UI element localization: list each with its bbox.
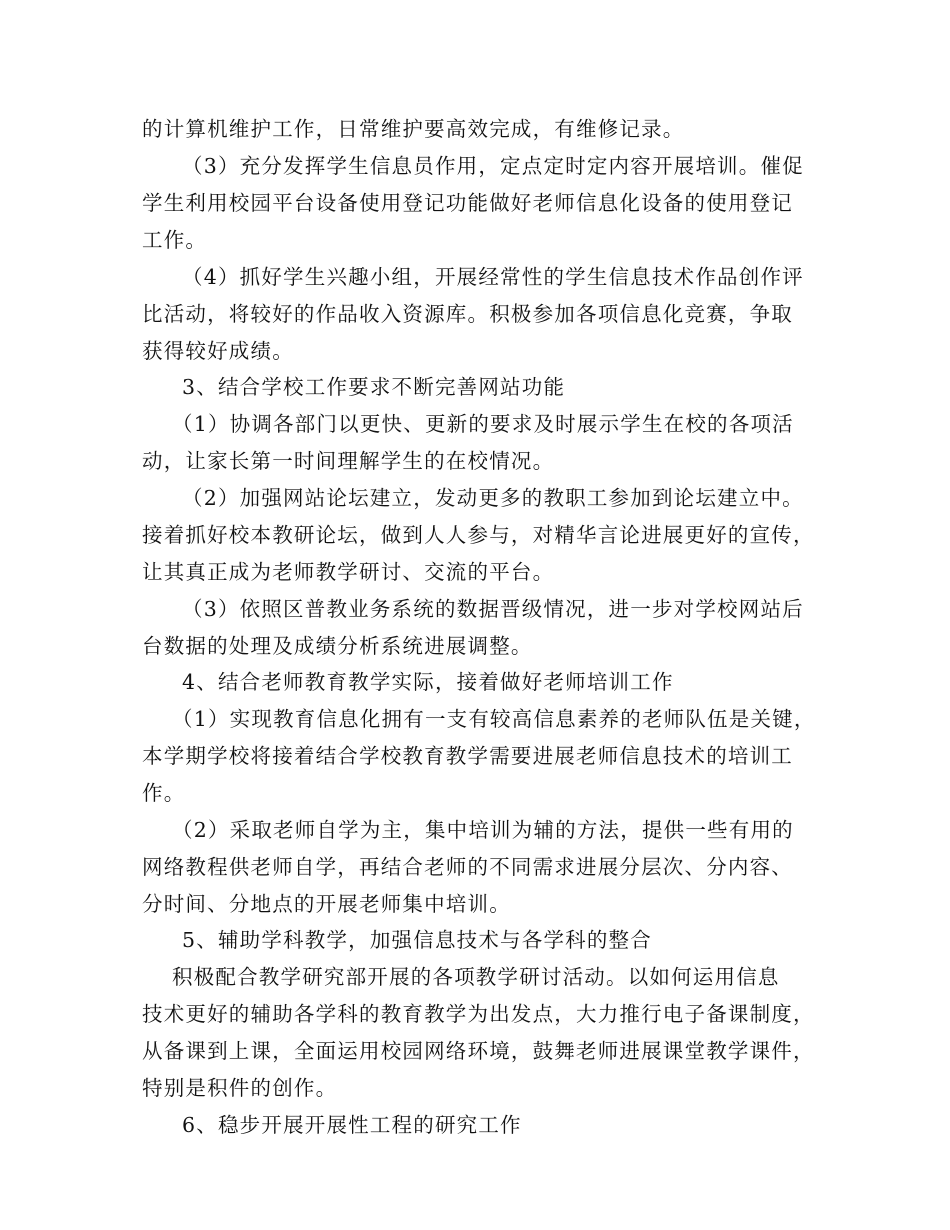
section-heading: 5、辅助学科教学，加强信息技术与各学科的整合 [182, 928, 652, 952]
section-heading: 6、稳步开展开展性工程的研究工作 [182, 1113, 522, 1137]
paragraph-line: （2）采取老师自学为主，集中培训为辅的方法，提供一些有用的 [172, 818, 794, 842]
paragraph-line: （1）实现教育信息化拥有一支有较高信息素养的老师队伍是关键， [172, 707, 816, 731]
paragraph-line: 接着抓好校本教研论坛，做到人人参与，对精华言论进展更好的宣传， [142, 523, 815, 547]
paragraph-line: （4）抓好学生兴趣小组，开展经常性的学生信息技术作品创作评 [182, 265, 804, 289]
paragraph-line: 获得较好成绩。 [142, 339, 294, 363]
paragraph-line: 特别是积件的创作。 [142, 1076, 338, 1100]
paragraph-line: 技术更好的辅助各学科的教育教学为出发点，大力推行电子备课制度， [142, 1002, 815, 1026]
paragraph-line: 分时间、分地点的开展老师集中培训。 [142, 892, 511, 916]
paragraph-line: 作。 [142, 781, 186, 805]
paragraph-line: 从备课到上课，全面运用校园网络环境，鼓舞老师进展课堂教学课件， [142, 1039, 815, 1063]
paragraph-line: 动，让家长第一时间理解学生的在校情况。 [142, 449, 555, 473]
paragraph-line: 让其真正成为老师教学研讨、交流的平台。 [142, 560, 555, 584]
paragraph-line: 积极配合教学研究部开展的各项教学研讨活动。以如何运用信息 [172, 965, 780, 989]
section-heading: 4、结合老师教育教学实际，接着做好老师培训工作 [182, 670, 674, 694]
paragraph-line: 学生利用校园平台设备使用登记功能做好老师信息化设备的使用登记 [142, 191, 793, 215]
paragraph-line: （3）充分发挥学生信息员作用，定点定时定内容开展培训。催促 [182, 154, 804, 178]
paragraph-line: 本学期学校将接着结合学校教育教学需要进展老师信息技术的培训工 [142, 744, 793, 768]
paragraph-line: 工作。 [142, 228, 208, 252]
paragraph-line: （2）加强网站论坛建立，发动更多的教职工参加到论坛建立中。 [182, 486, 804, 510]
paragraph-line: 的计算机维护工作，日常维护要高效完成，有维修记录。 [142, 117, 685, 141]
paragraph-line: （3）依照区普教业务系统的数据晋级情况，进一步对学校网站后 [182, 597, 804, 621]
section-heading: 3、结合学校工作要求不断完善网站功能 [182, 375, 566, 399]
paragraph-line: （1）协调各部门以更快、更新的要求及时展示学生在校的各项活 [172, 412, 794, 436]
paragraph-line: 台数据的处理及成绩分析系统进展调整。 [142, 634, 533, 658]
paragraph-line: 比活动，将较好的作品收入资源库。积极参加各项信息化竞赛，争取 [142, 302, 793, 326]
paragraph-line: 网络教程供老师自学，再结合老师的不同需求进展分层次、分内容、 [142, 855, 793, 879]
